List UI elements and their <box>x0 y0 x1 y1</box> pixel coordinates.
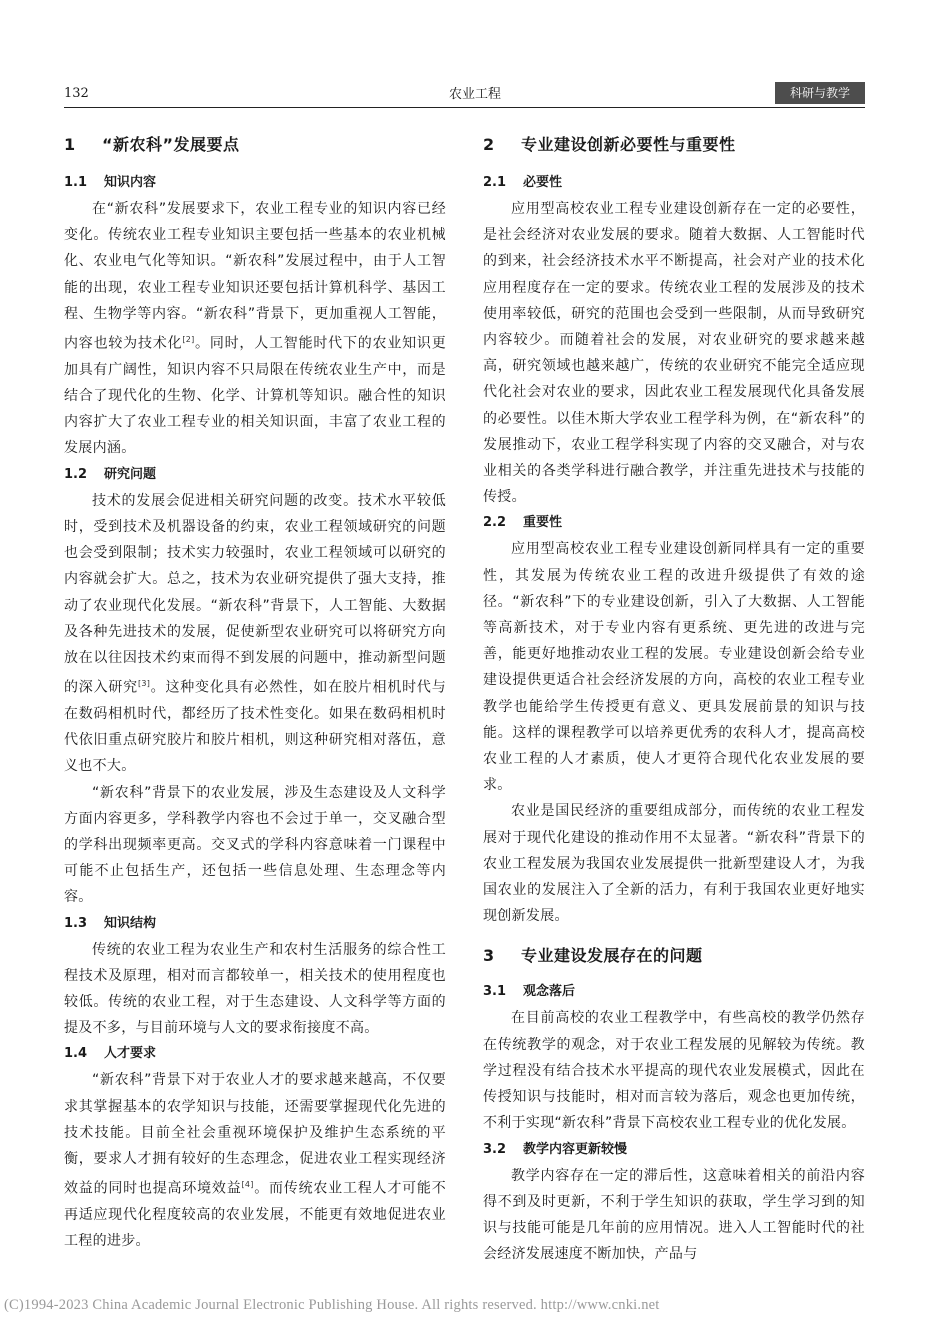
paragraph: 应用型高校农业工程专业建设创新同样具有一定的重要性，其发展为传统农业工程的改进升级提供了有效的途径。“新农科”下的专业建设创新，引入了大数据、人工智能等高新技术，对于专业内容有更系统、更先进的改进与完善，能更好地推动农业工程的发展。专业建设创新会给专业建设提供更适合社会经济发展的方向，高校的农业工程专业教学也能给学生传授更有意义、更具发展前景的知识与技能。这样的课程教学可以培养更优秀的农科人才，提高高校农业工程的人才素质，使人才更符合现代化农业发展的要求。 <box>483 541 865 794</box>
subsection-1-2-heading: 1.2 研究问题 <box>64 466 157 482</box>
journal-title: 农业工程 <box>448 87 501 102</box>
subsection-2-1-heading: 2.1 必要性 <box>483 175 563 190</box>
subsection-1-1-heading: 1.1 知识内容 <box>64 175 157 190</box>
page-number: 132 <box>64 86 89 101</box>
paragraph: 在“新农科”发展要求下，农业工程专业的知识内容已经变化。传统农业工程专业知识主要包括一些基本的农业机械化、农业电气化等知识。“新农科”发展过程中，由于人工智能的出现，农业工程专业知识还要包括计算机科学、基因工程、生物学等内容。“新农科”背景下，更加重视人工智能，内容也较为技术化[2]。同时，人工智能时代下的农业知识更加具有广阔性，知识内容不只局限在传统农业生产中，而是结合了现代化的生物、化学、计算机等知识。融合性的知识内容扩大了农业工程专业的相关知识面，丰富了农业工程的发展内涵。 <box>64 201 446 457</box>
citation: [4] <box>241 1180 254 1190</box>
subsection-1-3-heading: 1.3 知识结构 <box>64 915 157 931</box>
paragraph: “新农科”背景下的农业发展，涉及生态建设及人文科学方面内容更多，学科教学内容也不会过于单一，交叉融合型的学科出现频率更高。交叉式的学科内容意味着一门课程中可能不止包括生产，还包括一些信息处理、生态理念等内容。 <box>64 784 446 906</box>
citation: [3] <box>137 679 151 689</box>
header-rule <box>64 107 865 108</box>
copyright-footer: (C)1994-2023 China Academic Journal Electronic Publishing House. All rights reserved. http://www.cnki.net <box>4 1297 660 1313</box>
paragraph: 传统的农业工程为农业生产和农村生活服务的综合性工程技术及原理，相对而言都较单一，相关技术的使用程度也较低。传统的农业工程，对于生态建设、人文科学等方面的提及不多，与目前环境与人文的要求衔接度不高。 <box>64 941 446 1037</box>
section-2-heading: 2 专业建设创新必要性与重要性 <box>483 135 736 154</box>
paragraph: 应用型高校农业工程专业建设创新存在一定的必要性，是社会经济对农业发展的要求。随着大数据、人工智能时代的到来，社会经济技术水平不断提高，社会对产业的技术化应用程度存在一定的要求。传统农业工程的发展涉及的技术使用率较低，研究的范围也会受到一些限制，从而导致研究内容较少。而随着社会的发展，对农业研究的要求越来越高，研究领域也越来越广，传统的农业研究不能完全适应现代化社会对农业的要求，因此农业工程发展现代化具备发展的必要性。以佳木斯大学农业工程学科为例，在“新农科”的发展推动下，农业工程学科实现了内容的交叉融合，对与农业相关的各类学科进行融合教学，并注重先进技术与技能的传授。 <box>483 201 865 506</box>
paragraph: “新农科”背景下对于农业人才的要求越来越高，不仅要求其掌握基本的农学知识与技能，还需要掌握现代化先进的技术技能。目前全社会重视环境保护及维护生态系统的平衡，要求人才拥有较好的生态理念，促进农业工程实现经济效益的同时也提高环境效益[4]。而传统农业工程人才可能不再适应现代化程度较高的农业发展，不能更有效地促进农业工程的进步。 <box>64 1072 446 1250</box>
paragraph: 技术的发展会促进相关研究问题的改变。技术水平较低时，受到技术及机器设备的约束，农业工程领域研究的问题也会受到限制；技术实力较强时，农业工程领域可以研究的内容就会扩大。总之，技术为农业研究提供了强大支持，推动了农业现代化发展。“新农科”背景下，人工智能、大数据及各种先进技术的发展，促使新型农业研究可以将研究方向放在以往因技术约束而得不到发展的问题中，推动新型问题的深入研究[3]。这种变化具有必然性，如在胶片相机时代与在数码相机时代，都经历了技术性变化。如果在数码相机时代依旧重点研究胶片和胶片相机，则这种研究相对落伍，意义也不大。 <box>64 492 446 775</box>
section-1-heading: 1 “新农科”发展要点 <box>64 135 240 154</box>
left-column <box>64 130 446 1254</box>
paragraph: 教学内容存在一定的滞后性，这意味着相关的前沿内容得不到及时更新，不利于学生知识的获取，学生学习到的知识与技能可能是几年前的应用情况。进入人工智能时代的社会经济发展速度不断加快，产品与 <box>483 1167 865 1263</box>
section-badge: 科研与教学 <box>775 82 865 104</box>
right-column <box>483 130 865 1267</box>
subsection-1-4-heading: 1.4 人才要求 <box>64 1046 157 1062</box>
subsection-3-1-heading: 3.1 观念落后 <box>483 984 576 1000</box>
paragraph: 农业是国民经济的重要组成部分，而传统的农业工程发展对于现代化建设的推动作用不太显著。“新农科”背景下的农业工程发展为我国农业发展提供一批新型建设人才，为我国农业的发展注入了全新的活力，有利于我国农业更好地实现创新发展。 <box>483 803 865 925</box>
section-3-heading: 3 专业建设发展存在的问题 <box>483 946 703 966</box>
subsection-2-2-heading: 2.2 重要性 <box>483 515 563 531</box>
subsection-3-2-heading: 3.2 教学内容更新较慢 <box>483 1141 628 1157</box>
paragraph: 在目前高校的农业工程教学中，有些高校的教学仍然存在传统教学的观念，对于农业工程发展的见解较为传统。教学过程没有结合技术水平提高的现代农业发展模式，因此在传授知识与技能时，相对而言较为落后，观念也更加传统，不利于实现“新农科”背景下高校农业工程专业的优化发展。 <box>483 1010 865 1132</box>
citation: [2] <box>182 335 195 345</box>
